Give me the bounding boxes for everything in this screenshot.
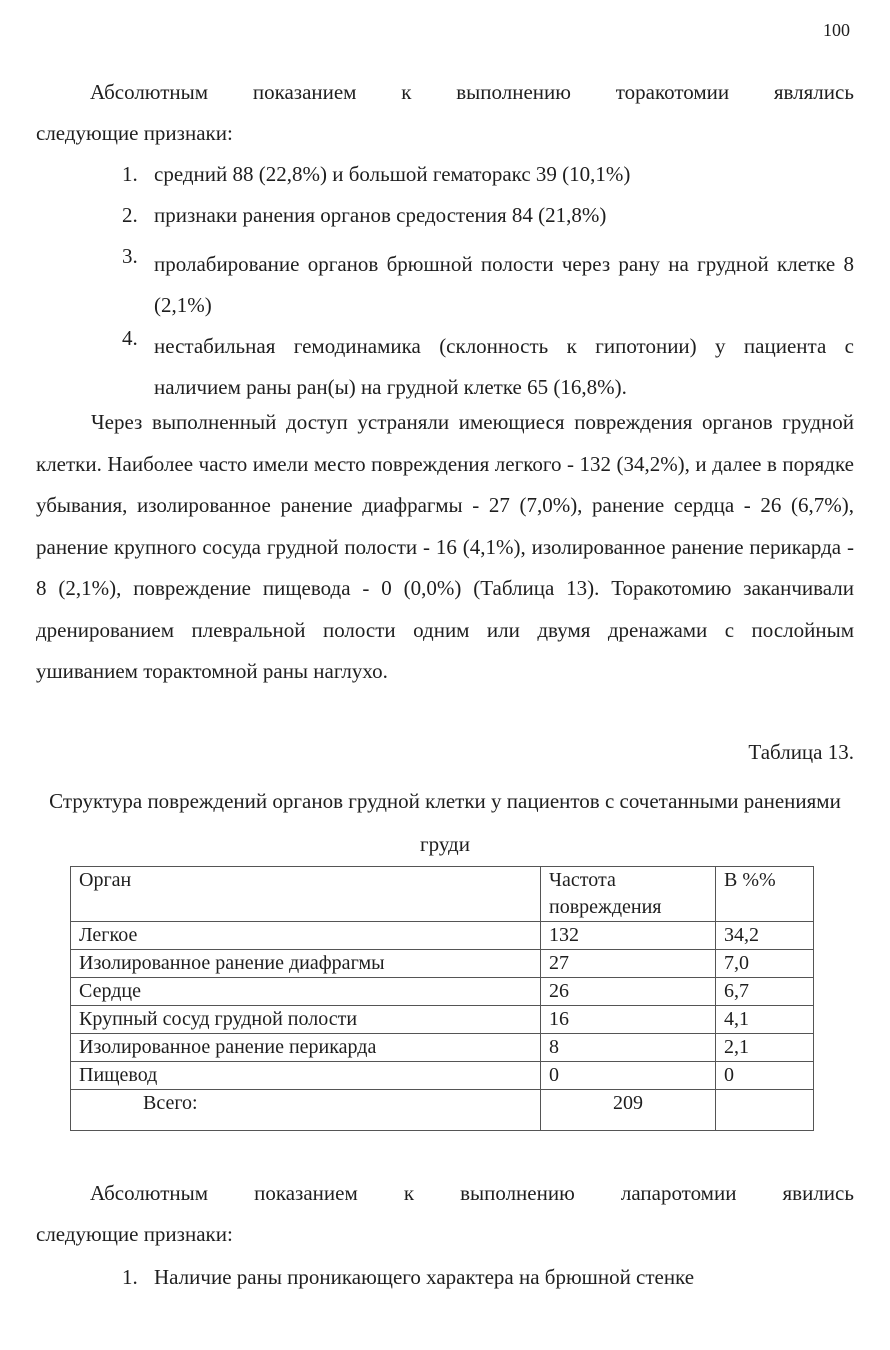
list-item-text: признаки ранения органов средостения 84 (21,8%) [154, 203, 607, 227]
intro-word: к [403, 1181, 415, 1205]
list-item-text: нестабильная гемодинамика (склонность к гипотонии) у пациента с наличием раны ран(ы) на грудной клетке 65 (16,8%). [154, 334, 854, 399]
table-cell: 0 [716, 1062, 814, 1090]
table-cell: 16 [541, 1006, 716, 1034]
intro-word: выполнению [460, 1181, 575, 1205]
table-total-row [71, 1090, 814, 1131]
table-row [71, 1006, 814, 1034]
table-cell: 8 [541, 1034, 716, 1062]
table-cell: 132 [541, 922, 716, 950]
intro-word: являлись [773, 80, 854, 104]
table-total-label: Всего: [71, 1090, 541, 1131]
list-item-text: средний 88 (22,8%) и большой гематоракс 39 (10,1%) [154, 162, 631, 186]
list-item-number: 2. [122, 203, 138, 227]
table-cell: 4,1 [716, 1006, 814, 1034]
intro-word: торакотомии [615, 80, 730, 104]
table-row [71, 950, 814, 978]
body-paragraph: Через выполненный доступ устраняли имеющиеся повреждения органов грудной клетки. Наиболее часто имели место повреждения легкого - 132 (34,2%), и далее в порядке убывания, изолированное ранение диафрагмы - 27 (7,0%), ранение сердца - 26 (6,7%), ранение крупного сосуда грудной полости - 16 (4,1%), изолированное ранение перикарда - 8 (2,1%), повреждение пищевода - 0 (0,0%) (Таблица 13). Торакотомию заканчивали дренированием плевральной полости одним или двумя дренажами с послойным ушиванием торактомной раны наглухо. [36, 410, 854, 683]
table-caption: Структура повреждений органов грудной клетки у пациентов с сочетанными ранениями груди [49, 789, 841, 856]
table-cell: Изолированное ранение диафрагмы [71, 950, 541, 978]
list-item-number: 3. [122, 244, 138, 268]
table-cell: 34,2 [716, 922, 814, 950]
table-row [71, 978, 814, 1006]
intro-word: Абсолютным [90, 80, 209, 104]
table-row [71, 1062, 814, 1090]
table-label: Таблица 13. [748, 740, 854, 764]
intro-word: выполнению [456, 80, 571, 104]
table-cell: 6,7 [716, 978, 814, 1006]
table-row [71, 1034, 814, 1062]
list-item-text: пролабирование органов брюшной полости через рану на грудной клетке 8 (2,1%) [154, 252, 854, 317]
list-item-number: 4. [122, 326, 138, 350]
intro-word: к [401, 80, 412, 104]
table-cell: Легкое [71, 922, 541, 950]
table-cell: Изолированное ранение перикарда [71, 1034, 541, 1062]
table-cell: 7,0 [716, 950, 814, 978]
table-cell: Пищевод [71, 1062, 541, 1090]
section2-intro-line [90, 1181, 854, 1206]
list-item-number: 1. [122, 1265, 138, 1289]
table-total-percent [716, 1090, 814, 1131]
table-cell: Крупный сосуд грудной полости [71, 1006, 541, 1034]
table-total-value: 209 [541, 1090, 716, 1131]
table-header-cell: Частота повреждения [541, 867, 716, 922]
table-cell: 26 [541, 978, 716, 1006]
table-cell: 2,1 [716, 1034, 814, 1062]
injury-table [70, 866, 814, 1131]
table-cell: 0 [541, 1062, 716, 1090]
intro-word: показанием [252, 80, 357, 104]
list-item-text: Наличие раны проникающего характера на брюшной стенке [154, 1265, 695, 1289]
table-cell: 27 [541, 950, 716, 978]
intro-word: Абсолютным [90, 1181, 209, 1205]
table-row [71, 922, 814, 950]
table-header-row [71, 867, 814, 922]
intro-word: лапаротомии [620, 1181, 737, 1205]
table-header-cell: В %% [716, 867, 814, 922]
section1-intro-end: следующие признаки: [36, 121, 233, 145]
intro-word: показанием [254, 1181, 358, 1205]
page-number: 100 [823, 20, 850, 40]
table-header-cell: Орган [71, 867, 541, 922]
list-item-number: 1. [122, 162, 138, 186]
intro-word: явились [782, 1181, 854, 1205]
section2-intro-end: следующие признаки: [36, 1222, 233, 1246]
table-cell: Сердце [71, 978, 541, 1006]
section1-intro-line [90, 80, 854, 105]
